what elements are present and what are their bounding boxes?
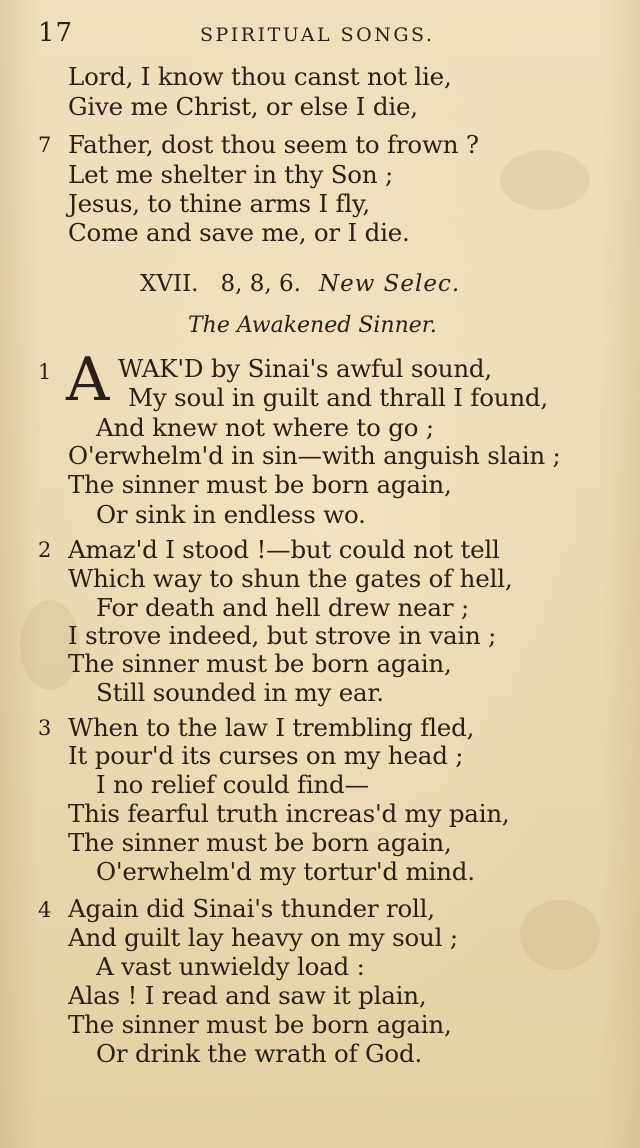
verse-line: The sinner must be born again, bbox=[68, 470, 452, 499]
running-title: SPIRITUAL SONGS. bbox=[200, 24, 435, 46]
verse-line: My soul in guilt and thrall I found, bbox=[128, 383, 548, 412]
verse-number: 7 bbox=[38, 133, 52, 157]
verse-line: This fearful truth increas'd my pain, bbox=[68, 799, 510, 828]
hymn-number: XVII. bbox=[140, 271, 199, 297]
verse-line: Jesus, to thine arms I fly, bbox=[68, 189, 370, 218]
verse-line: O'erwhelm'd my tortur'd mind. bbox=[96, 857, 475, 886]
verse-line: O'erwhelm'd in sin—with anguish slain ; bbox=[68, 441, 561, 470]
verse-line: The sinner must be born again, bbox=[68, 828, 452, 857]
verse-line: The sinner must be born again, bbox=[68, 1010, 452, 1039]
verse-line: Let me shelter in thy Son ; bbox=[68, 160, 394, 189]
verse-line: A vast unwieldy load : bbox=[96, 952, 365, 981]
verse-line: And guilt lay heavy on my soul ; bbox=[68, 923, 458, 952]
verse-line: Still sounded in my ear. bbox=[96, 678, 384, 707]
verse-number: 2 bbox=[38, 538, 52, 562]
verse-line: WAK'D by Sinai's awful sound, bbox=[118, 354, 492, 383]
verse-line: Or sink in endless wo. bbox=[96, 500, 366, 529]
hymn-tune: New Selec. bbox=[318, 271, 461, 297]
verse-line: Father, dost thou seem to frown ? bbox=[68, 130, 479, 159]
verse-line: Alas ! I read and saw it plain, bbox=[68, 981, 427, 1010]
drop-cap: A bbox=[66, 345, 110, 415]
verse-line: It pour'd its curses on my head ; bbox=[68, 741, 464, 770]
verse-line: Again did Sinai's thunder roll, bbox=[68, 894, 435, 923]
verse-line: Amaz'd I stood !—but could not tell bbox=[68, 535, 500, 564]
verse-line: The sinner must be born again, bbox=[68, 649, 452, 678]
verse-number: 4 bbox=[38, 898, 52, 922]
verse-number: 3 bbox=[38, 716, 52, 740]
verse-line: When to the law I trembling fled, bbox=[68, 713, 475, 742]
verse-line: I strove indeed, but strove in vain ; bbox=[68, 621, 497, 650]
hymn-meter: 8, 8, 6. bbox=[220, 271, 301, 297]
verse-line: For death and hell drew near ; bbox=[96, 593, 469, 622]
verse-number: 1 bbox=[38, 360, 52, 384]
verse-line: Lord, I know thou canst not lie, bbox=[68, 62, 452, 91]
verse-line: Or drink the wrath of God. bbox=[96, 1039, 423, 1068]
verse-line: Come and save me, or I die. bbox=[68, 218, 410, 247]
verse-line: I no relief could find— bbox=[96, 770, 369, 799]
page-number: 17 bbox=[38, 18, 74, 48]
hymn-heading bbox=[140, 271, 460, 297]
verse-line: Give me Christ, or else I die, bbox=[68, 92, 418, 121]
paper-stain bbox=[520, 900, 600, 970]
paper-stain bbox=[500, 150, 590, 210]
hymn-title: The Awakened Sinner. bbox=[188, 313, 437, 338]
verse-line: Which way to shun the gates of hell, bbox=[68, 564, 513, 593]
verse-line: And knew not where to go ; bbox=[96, 413, 434, 442]
